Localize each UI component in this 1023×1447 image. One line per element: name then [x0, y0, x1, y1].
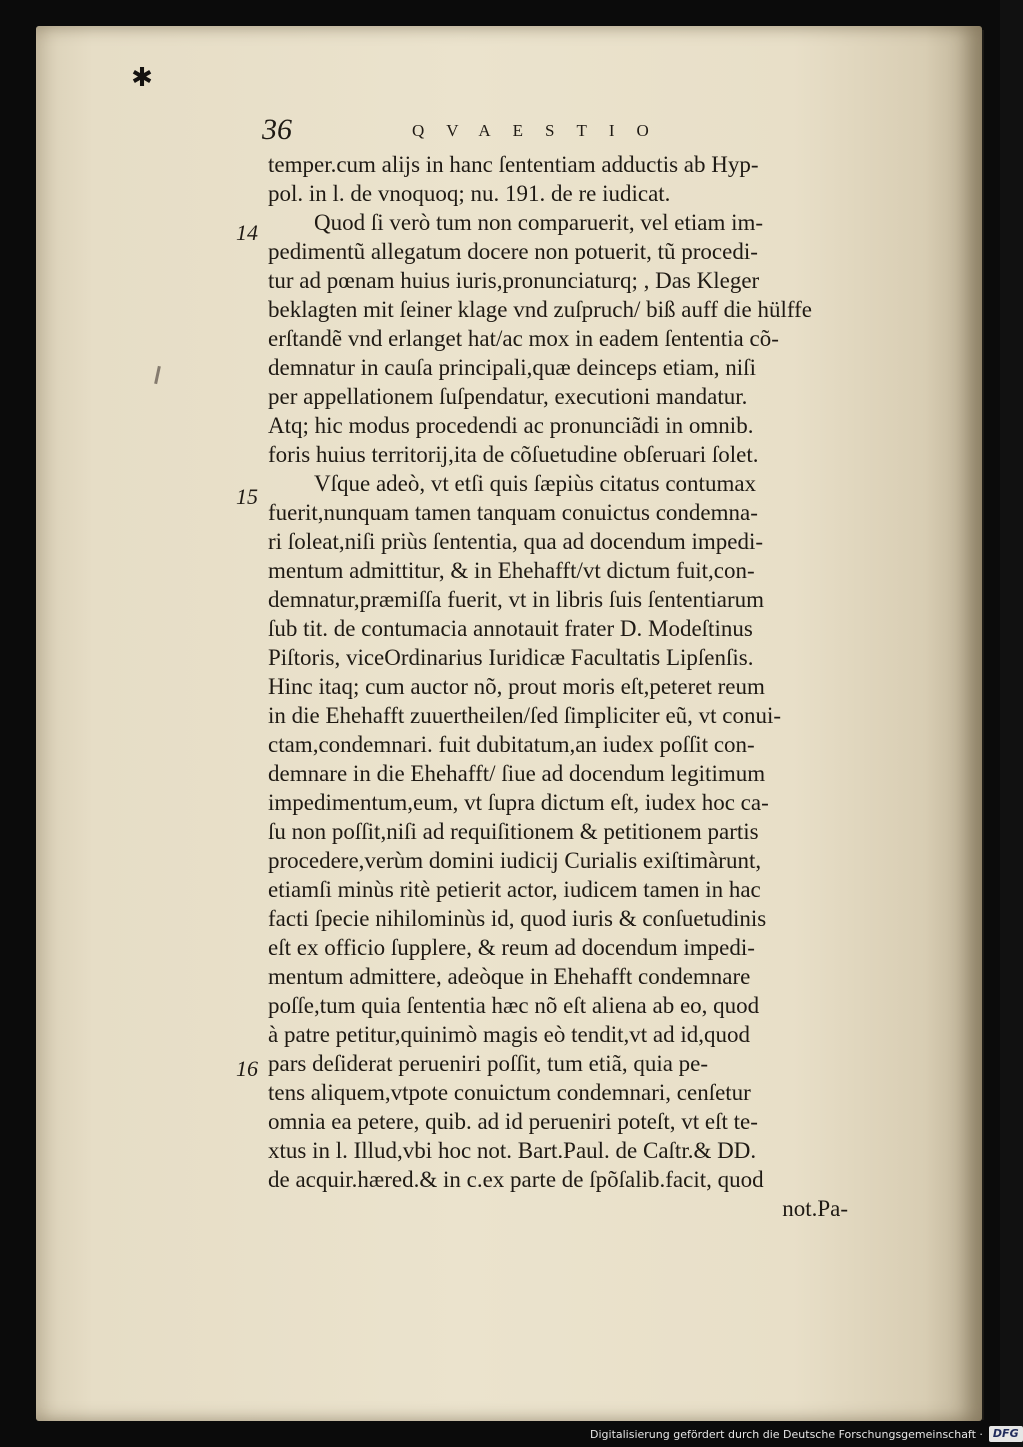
- text-line: ctam,condemnari. fuit dubitatum,an iudex poſſit con-: [268, 732, 755, 757]
- text-line: facti ſpecie nihilominùs id, quod iuris & conſuetudinis: [268, 906, 767, 931]
- margin-number-14: 14: [236, 220, 258, 245]
- text-line: in die Ehehafft zuuertheilen/ſed ſimpliciter eũ, vt conui-: [268, 703, 782, 728]
- body-text: [268, 150, 868, 1223]
- running-head: QVAESTIO: [412, 121, 671, 140]
- text-line: mentum admittere, adeòque in Ehehafft condemnare: [268, 964, 751, 989]
- page-header: [262, 112, 722, 148]
- footer-text: Digitalisierung gefördert durch die Deutsche Forschungsgemeinschaft ·: [590, 1427, 983, 1441]
- text-line: omnia ea petere, quib. ad id perueniri poteſt, vt eſt te-: [268, 1109, 758, 1134]
- text-line: temper.cum alijs in hanc ſententiam adductis ab Hyp-: [268, 152, 759, 177]
- text-line: demnatur in cauſa principali,quæ deinceps etiam, niſi: [268, 355, 756, 380]
- text-line: Quod ſi verò tum non comparuerit, vel etiam im-: [314, 210, 764, 235]
- page-number: 36: [262, 113, 292, 146]
- text-line: etiamſi minùs ritè petierit actor, iudicem tamen in hac: [268, 877, 761, 902]
- text-line: à patre petitur,quinimò magis eò tendit,vt ad id,quod: [268, 1022, 750, 1047]
- catchword-line: not.Pa-: [782, 1196, 848, 1221]
- text-line: tur ad pœnam huius iuris,pronunciaturq; , Das Kleger: [268, 268, 760, 293]
- text-line: pedimentũ allegatum docere non potuerit, tũ procedi-: [268, 239, 758, 264]
- text-line: fuerit,nunquam tamen tanquam conuictus condemna-: [268, 500, 758, 525]
- text-line: impedimentum,eum, vt ſupra dictum eſt, iudex hoc ca-: [268, 790, 769, 815]
- text-line: demnare in die Ehehafft/ ſiue ad docendum legitimum: [268, 761, 766, 786]
- text-line: pol. in l. de vnoquoq; nu. 191. de re iudicat.: [268, 181, 671, 206]
- text-line: tens aliquem,vtpote conuictum condemnari, cenſetur: [268, 1080, 751, 1105]
- text-line: ſu non poſſit,niſi ad requiſitionem & petitionem partis: [268, 819, 759, 844]
- funding-footer: [590, 1424, 1023, 1444]
- text-line: de acquir.hæred.& in c.ex parte de ſpõſalib.facit, quod: [268, 1167, 764, 1192]
- ornament-mark: ✱: [131, 63, 153, 93]
- text-line: beklagten mit ſeiner klage vnd zuſpruch/ biß auff die hülffe: [268, 297, 812, 322]
- text-line: Piſtoris, viceOrdinarius Iuridicæ Facultatis Lipſenſis.: [268, 645, 754, 670]
- dfg-logo-icon[interactable]: DFG: [989, 1426, 1023, 1442]
- text-line: mentum admittitur, & in Ehehafft/vt dictum fuit,con-: [268, 558, 755, 583]
- text-line: xtus in l. Illud,vbi hoc not. Bart.Paul. de Caſtr.& DD.: [268, 1138, 757, 1163]
- text-line: Hinc itaq; cum auctor nõ, prout moris eſt,peteret reum: [268, 674, 765, 699]
- text-line: poſſe,tum quia ſententia hæc nõ eſt aliena ab eo, quod: [268, 993, 760, 1018]
- text-line: foris huius territorij,ita de cõſuetudine obſeruari ſolet.: [268, 442, 759, 467]
- text-line: erſtandẽ vnd erlanget hat/ac mox in eadem ſententia cõ-: [268, 326, 779, 351]
- text-line: demnatur,præmiſſa fuerit, vt in libris ſuis ſententiarum: [268, 587, 765, 612]
- text-line: ſub tit. de contumacia annotauit frater D. Modeſtinus: [268, 616, 753, 641]
- text-line: ri ſoleat,niſi priùs ſententia, qua ad docendum impedi-: [268, 529, 764, 554]
- text-line: pars deſiderat perueniri poſſit, tum etiã, quia pe-: [268, 1051, 709, 1076]
- text-line: eſt ex officio ſupplere, & reum ad docendum impedi-: [268, 935, 755, 960]
- text-line: Atq; hic modus procedendi ac pronunciãdi in omnib.: [268, 413, 754, 438]
- margin-number-15: 15: [236, 484, 258, 509]
- text-line: Vſque adeò, vt etſi quis ſæpiùs citatus contumax: [314, 471, 757, 496]
- text-line: per appellationem ſuſpendatur, executioni mandatur.: [268, 384, 748, 409]
- text-line: procedere,verùm domini iudicij Curialis exiſtimàrunt,: [268, 848, 762, 873]
- margin-number-16: 16: [236, 1056, 258, 1081]
